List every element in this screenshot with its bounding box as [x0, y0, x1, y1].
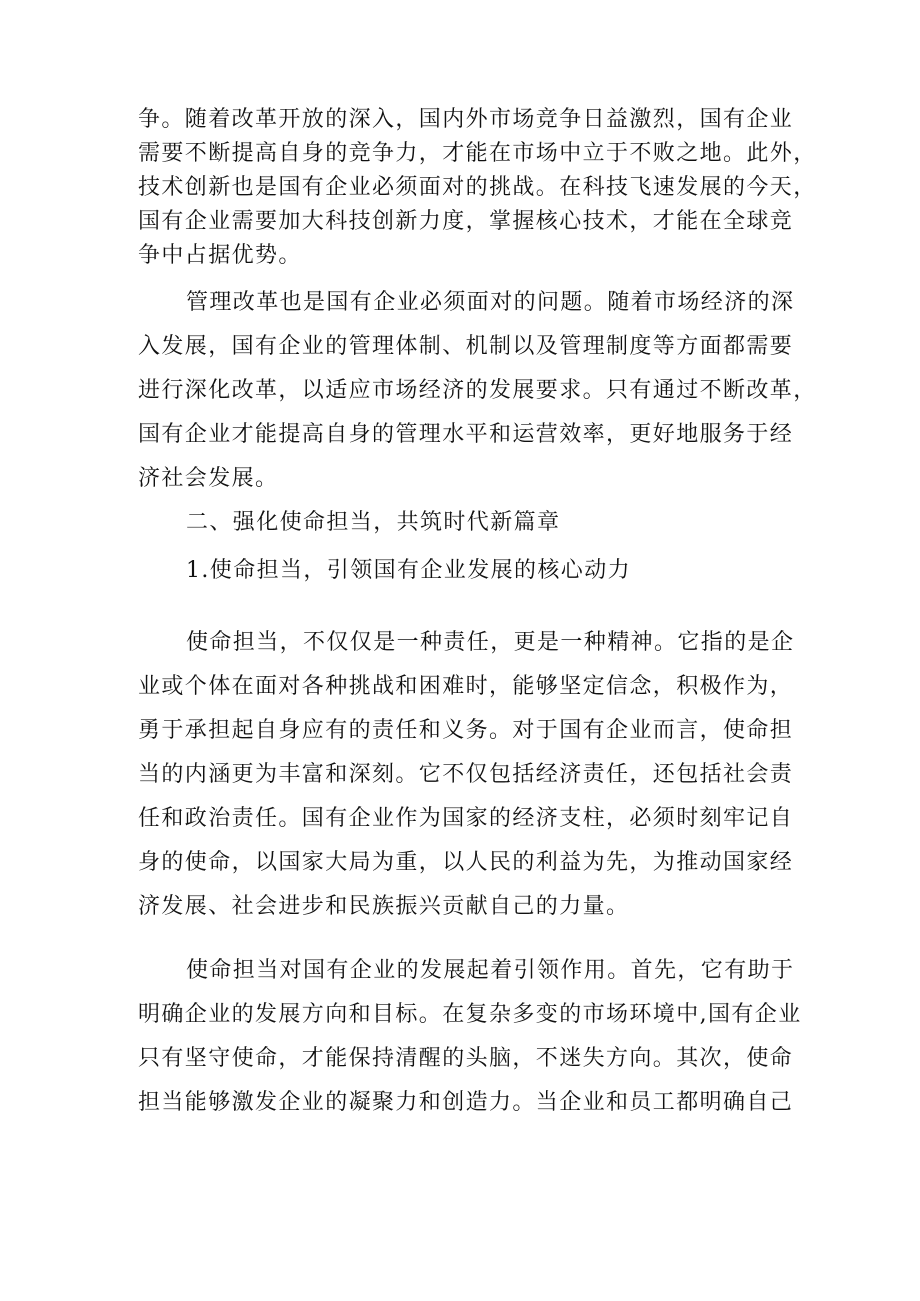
paragraph-3-line-7: 济发展、社会进步和民族振兴贡献自己的力量。	[138, 894, 630, 919]
paragraph-2-line-2: 入发展，国有企业的管理体制、机制以及管理制度等方面都需要	[138, 334, 794, 359]
section-heading: 二、强化使命担当，共筑时代新篇章	[186, 510, 561, 535]
paragraph-2-line-4: 国有企业才能提高自身的管理水平和运营效率，更好地服务于经	[138, 422, 794, 447]
paragraph-1-line-1: 争。随着改革开放的深入，国内外市场竞争日益激烈，国有企业	[138, 107, 794, 132]
paragraph-4-line-4: 担当能够激发企业的凝聚力和创造力。当企业和员工都明确自己	[138, 1090, 794, 1115]
paragraph-1-line-3: 技术创新也是国有企业必须面对的挑战。在科技飞速发展的今天，	[138, 175, 817, 200]
paragraph-3-line-5: 任和政治责任。国有企业作为国家的经济支柱，必须时刻牢记自	[138, 806, 794, 831]
paragraph-1-line-2: 需要不断提高自身的竞争力，才能在市场中立于不败之地。此外，	[138, 141, 817, 166]
paragraph-3-line-1: 使命担当，不仅仅是一种责任，更是一种精神。它指的是企	[186, 630, 795, 655]
paragraph-1-line-4: 国有企业需要加大科技创新力度，掌握核心技术，才能在全球竞	[138, 209, 794, 234]
paragraph-4-line-2: 明确企业的发展方向和目标。在复杂多变的市场环境中,国有企业	[138, 1002, 802, 1027]
paragraph-1-line-5: 争中占据优势。	[138, 243, 302, 268]
paragraph-4-line-3: 只有坚守使命，才能保持清醒的头脑，不迷失方向。其次，使命	[138, 1046, 794, 1071]
paragraph-3-line-6: 身的使命，以国家大局为重，以人民的利益为先，为推动国家经	[138, 850, 794, 875]
paragraph-3-line-2: 业或个体在面对各种挑战和困难时，能够坚定信念，积极作为，	[138, 674, 794, 699]
paragraph-3-line-3: 勇于承担起自身应有的责任和义务。对于国有企业而言，使命担	[138, 718, 794, 743]
paragraph-4-line-1: 使命担当对国有企业的发展起着引领作用。首先，它有助于	[186, 958, 795, 983]
paragraph-2-line-3: 进行深化改革，以适应市场经济的发展要求。只有通过不断改革，	[138, 378, 817, 403]
paragraph-3-line-4: 当的内涵更为丰富和深刻。它不仅包括经济责任，还包括社会责	[138, 762, 794, 787]
paragraph-2-line-1: 管理改革也是国有企业必须面对的问题。随着市场经济的深	[186, 290, 795, 315]
paragraph-2-line-5: 济社会发展。	[138, 466, 279, 491]
subsection-heading: 1.使命担当，引领国有企业发展的核心动力	[186, 558, 631, 583]
